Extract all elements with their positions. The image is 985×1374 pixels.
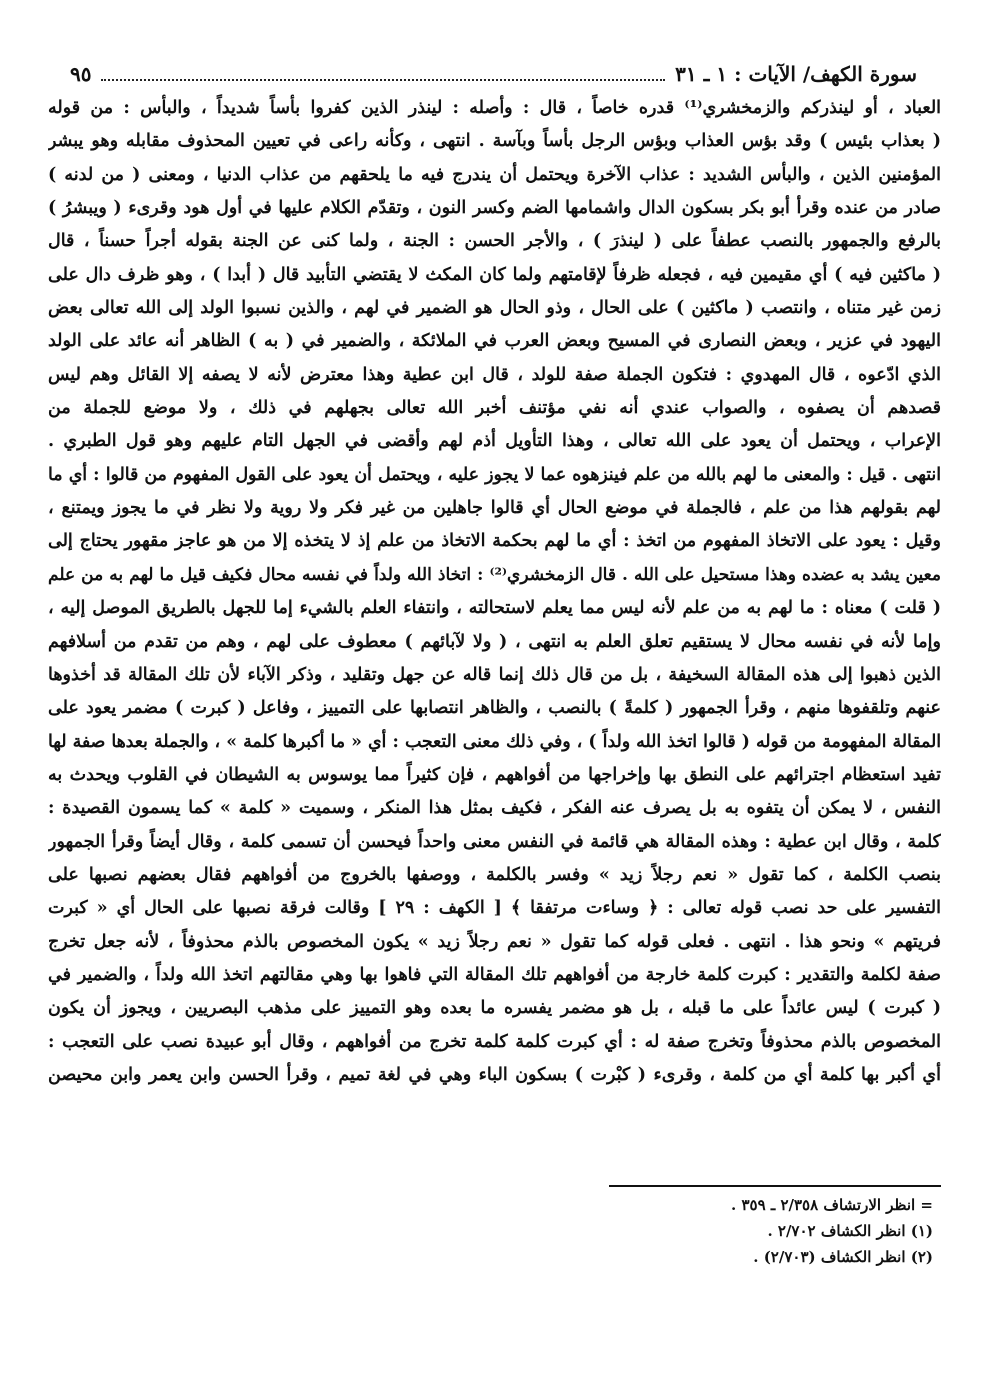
text-line: ( كبرت ) ليس عائداً على ما قبله ، بل هو مضمر يفسره ما بعده وهو التمييز على مذهب البصريين ، ويجوز أن يكون xyxy=(48,998,941,1019)
text-line: المقالة المفهومة من قوله ( قالوا اتخذ الله ولداً ) ، وفي ذلك معنى التعجب : أي « ما أكبرها كلمة » ، والجملة بعدها صفة لها xyxy=(48,731,941,752)
text-line: الإعراب ، ويحتمل أن يعود على الله تعالى ، وهذا التأويل أذم لهم وأقضى في الجهل التام عليهم وهو قول الطبري . xyxy=(48,431,941,452)
text-line: زمن غير متناه ، وانتصب ( ماكثين ) على الحال ، وذو الحال هو الضمير في لهم ، والذين نسبوا الولد إلى الله تعالى بعض xyxy=(48,298,941,319)
text-line: لهم بقولهم هذا من علم ، فالجملة في موضع الحال أي قالوا جاهلين من غير فكر ولا روية ولا نظر في ما يجوز ويمتنع ، xyxy=(48,498,941,519)
text-line: الذين ذهبوا إلى هذه المقالة السخيفة ، بل من قال ذلك إنما قاله عن جهل وتقليد ، وذكر الآباء لأن تلك المقالة قد أخذوها xyxy=(48,664,941,685)
text-line: بالرفع والجمهور بالنصب عطفاً على ( لينذرَ ) ، والأجر الحسن : الجنة ، ولما كنى عن الجنة بقوله أجراً حسناً ، قال xyxy=(48,231,941,252)
body-text xyxy=(48,92,941,1126)
text-line: ( قلت ) معناه : ما لهم به من علم لأنه ليس مما يعلم لاستحالته ، وانتفاء العلم بالشيء إما للجهل بالطريق الموصل إليه ، xyxy=(48,598,941,619)
footnote-separator xyxy=(609,1185,941,1187)
text-line: انتهى . قيل : والمعنى ما لهم بالله من علم فينزهوه عما لا يجوز عليه ، ويحتمل أن يعود على القول المفهوم من قالوا : أي ما xyxy=(48,464,941,485)
text-line: تفيد استعظام اجترائهم على النطق بها وإخراجها من أفواههم ، فإن كثيراً مما يوسوس به الشيطان في القلوب ويحدث به xyxy=(48,764,941,785)
text-line: المخصوص بالذم محذوفاً وتخرج صفة له : أي كبرت كلمة كلمة تخرج من أفواههم ، وقال أبو عبيدة نصب على التعجب : xyxy=(48,1031,941,1052)
text-line: عنهم وتلقفوها منهم ، وقرأ الجمهور ( كلمةً ) بالنصب ، والظاهر انتصابها على التمييز ، وفاعل ( كبرت ) مضمر يعود على xyxy=(48,698,941,719)
text-line: أي أكبر بها كلمة أي من كلمة ، وقرىء ( كبْرت ) بسكون الباء وهي في لغة تميم ، وقرأ الحسن وابن يعمر وابن محيصن xyxy=(48,1064,941,1085)
text-line: العباد ، أو لينذركم والزمخشري⁽¹⁾ قدره خاصاً ، قال : وأصله : لينذر الذين كفروا بأساً شديداً ، والبأس : من قوله xyxy=(48,98,941,118)
page-header xyxy=(70,58,917,90)
text-line: الذي ادّعوه ، قال المهدوي : فتكون الجملة صفة للولد ، قال ابن عطية وهذا معترض لأنه لا يصفه إلا القائل وهم ليس xyxy=(48,364,941,385)
header-dotted-separator xyxy=(101,79,665,81)
text-line xyxy=(48,1092,941,1125)
page-number: ٩٥ xyxy=(70,62,92,86)
footnote-1: (١) انظر الكشاف ٢/٧٠٢ . xyxy=(767,1222,933,1240)
text-line: معين يشد به عضده وهذا مستحيل على الله . قال الزمخشري⁽²⁾ : اتخاذ الله ولداً في نفسه محال فكيف قيل ما لهم به من علم xyxy=(48,564,941,585)
text-line: ( بعذاب بئيس ) وقد بؤس العذاب وبؤس الرجل بأساً وبآسة . انتهى ، وكأنه راعى في تعيين المحذوف مقابله وهو يبشر xyxy=(48,131,941,152)
text-line: النفس ، لا يمكن أن يتفوه به بل يصرف عنه الفكر ، فكيف بمثل هذا المنكر ، وسميت « كلمة » كما يسمون القصيدة : xyxy=(48,798,941,819)
footnote-continuation: = انظر الارتشاف ٢/٣٥٨ ـ ٣٥٩ . xyxy=(731,1196,933,1214)
text-line: ( ماكثين فيه ) أي مقيمين فيه ، فجعله ظرفاً لإقامتهم ولما كان المكث لا يقتضي التأبيد قال ( أبدا ) ، وهو ظرف دال على xyxy=(48,264,941,285)
footnotes xyxy=(333,1192,933,1270)
text-line: فريتهم » ونحو هذا . انتهى . فعلى قوله كما تقول « نعم رجلاً زيد » يكون المخصوص بالذم محذوفاً ، لأنه جعل تخرج xyxy=(48,931,941,952)
text-line: صادر من عنده وقرأ أبو بكر بسكون الدال واشمامها الضم وكسر النون ، وتقدّم الكلام عليها في أول هود وقرىء ( ويبشرُ ) xyxy=(48,198,941,219)
text-line: قصدهم أن يصفوه ، والصواب عندي أنه نفي مؤتنف أخبر الله تعالى بجهلهم في ذلك ، ولا موضع للجملة من xyxy=(48,398,941,419)
text-line: التفسير على حد نصب قوله تعالى : ﴿ وساءت مرتفقا ﴾ [ الكهف : ٢٩ ] وقالت فرقة نصبها على الحال أي « كبرت xyxy=(48,898,941,919)
running-title: سورة الكهف/ الآيات : ١ ـ ٣١ xyxy=(675,62,917,86)
text-line: اليهود في عزير ، وبعض النصارى في المسيح وبعض العرب في الملائكة ، والضمير في ( به ) الظاهر أنه عائد على الولد xyxy=(48,331,941,352)
text-line: المؤمنين الذين ، والبأس الشديد : عذاب الآخرة ويحتمل أن يندرج فيه ما يلحقهم من عذاب الدنيا ، ومعنى ( من لدنه ) xyxy=(48,164,941,185)
footnote-2: (٢) انظر الكشاف (٢/٧٠٣) . xyxy=(753,1248,933,1266)
text-line: وإما لأنه في نفسه محال لا يستقيم تعلق العلم به انتهى ، ( ولا لآبائهم ) معطوف على لهم ، وهم من تقدم من أسلافهم xyxy=(48,631,941,652)
text-line: كلمة ، وقال ابن عطية : وهذه المقالة هي قائمة في النفس معنى واحداً فيحسن أن تسمى كلمة ، وقال أيضاً وقرأ الجمهور xyxy=(48,831,941,852)
text-line: وقيل : يعود على الاتخاذ المفهوم من اتخذ : أي ما لهم بحكمة الاتخاذ من علم إذ لا يتخذه إلا من هو عاجز مقهور يحتاج إلى xyxy=(48,531,941,552)
text-line: بنصب الكلمة ، كما تقول « نعم رجلاً زيد » وفسر بالكلمة ، ووصفها بالخروج من أفواههم فقال بعضهم نصبها على xyxy=(48,864,941,885)
text-line: صفة لكلمة والتقدير : كبرت كلمة خارجة من أفواههم تلك المقالة التي فاهوا بها وهي مقالتهم اتخذ الله ولداً ، والضمير في xyxy=(48,964,941,985)
